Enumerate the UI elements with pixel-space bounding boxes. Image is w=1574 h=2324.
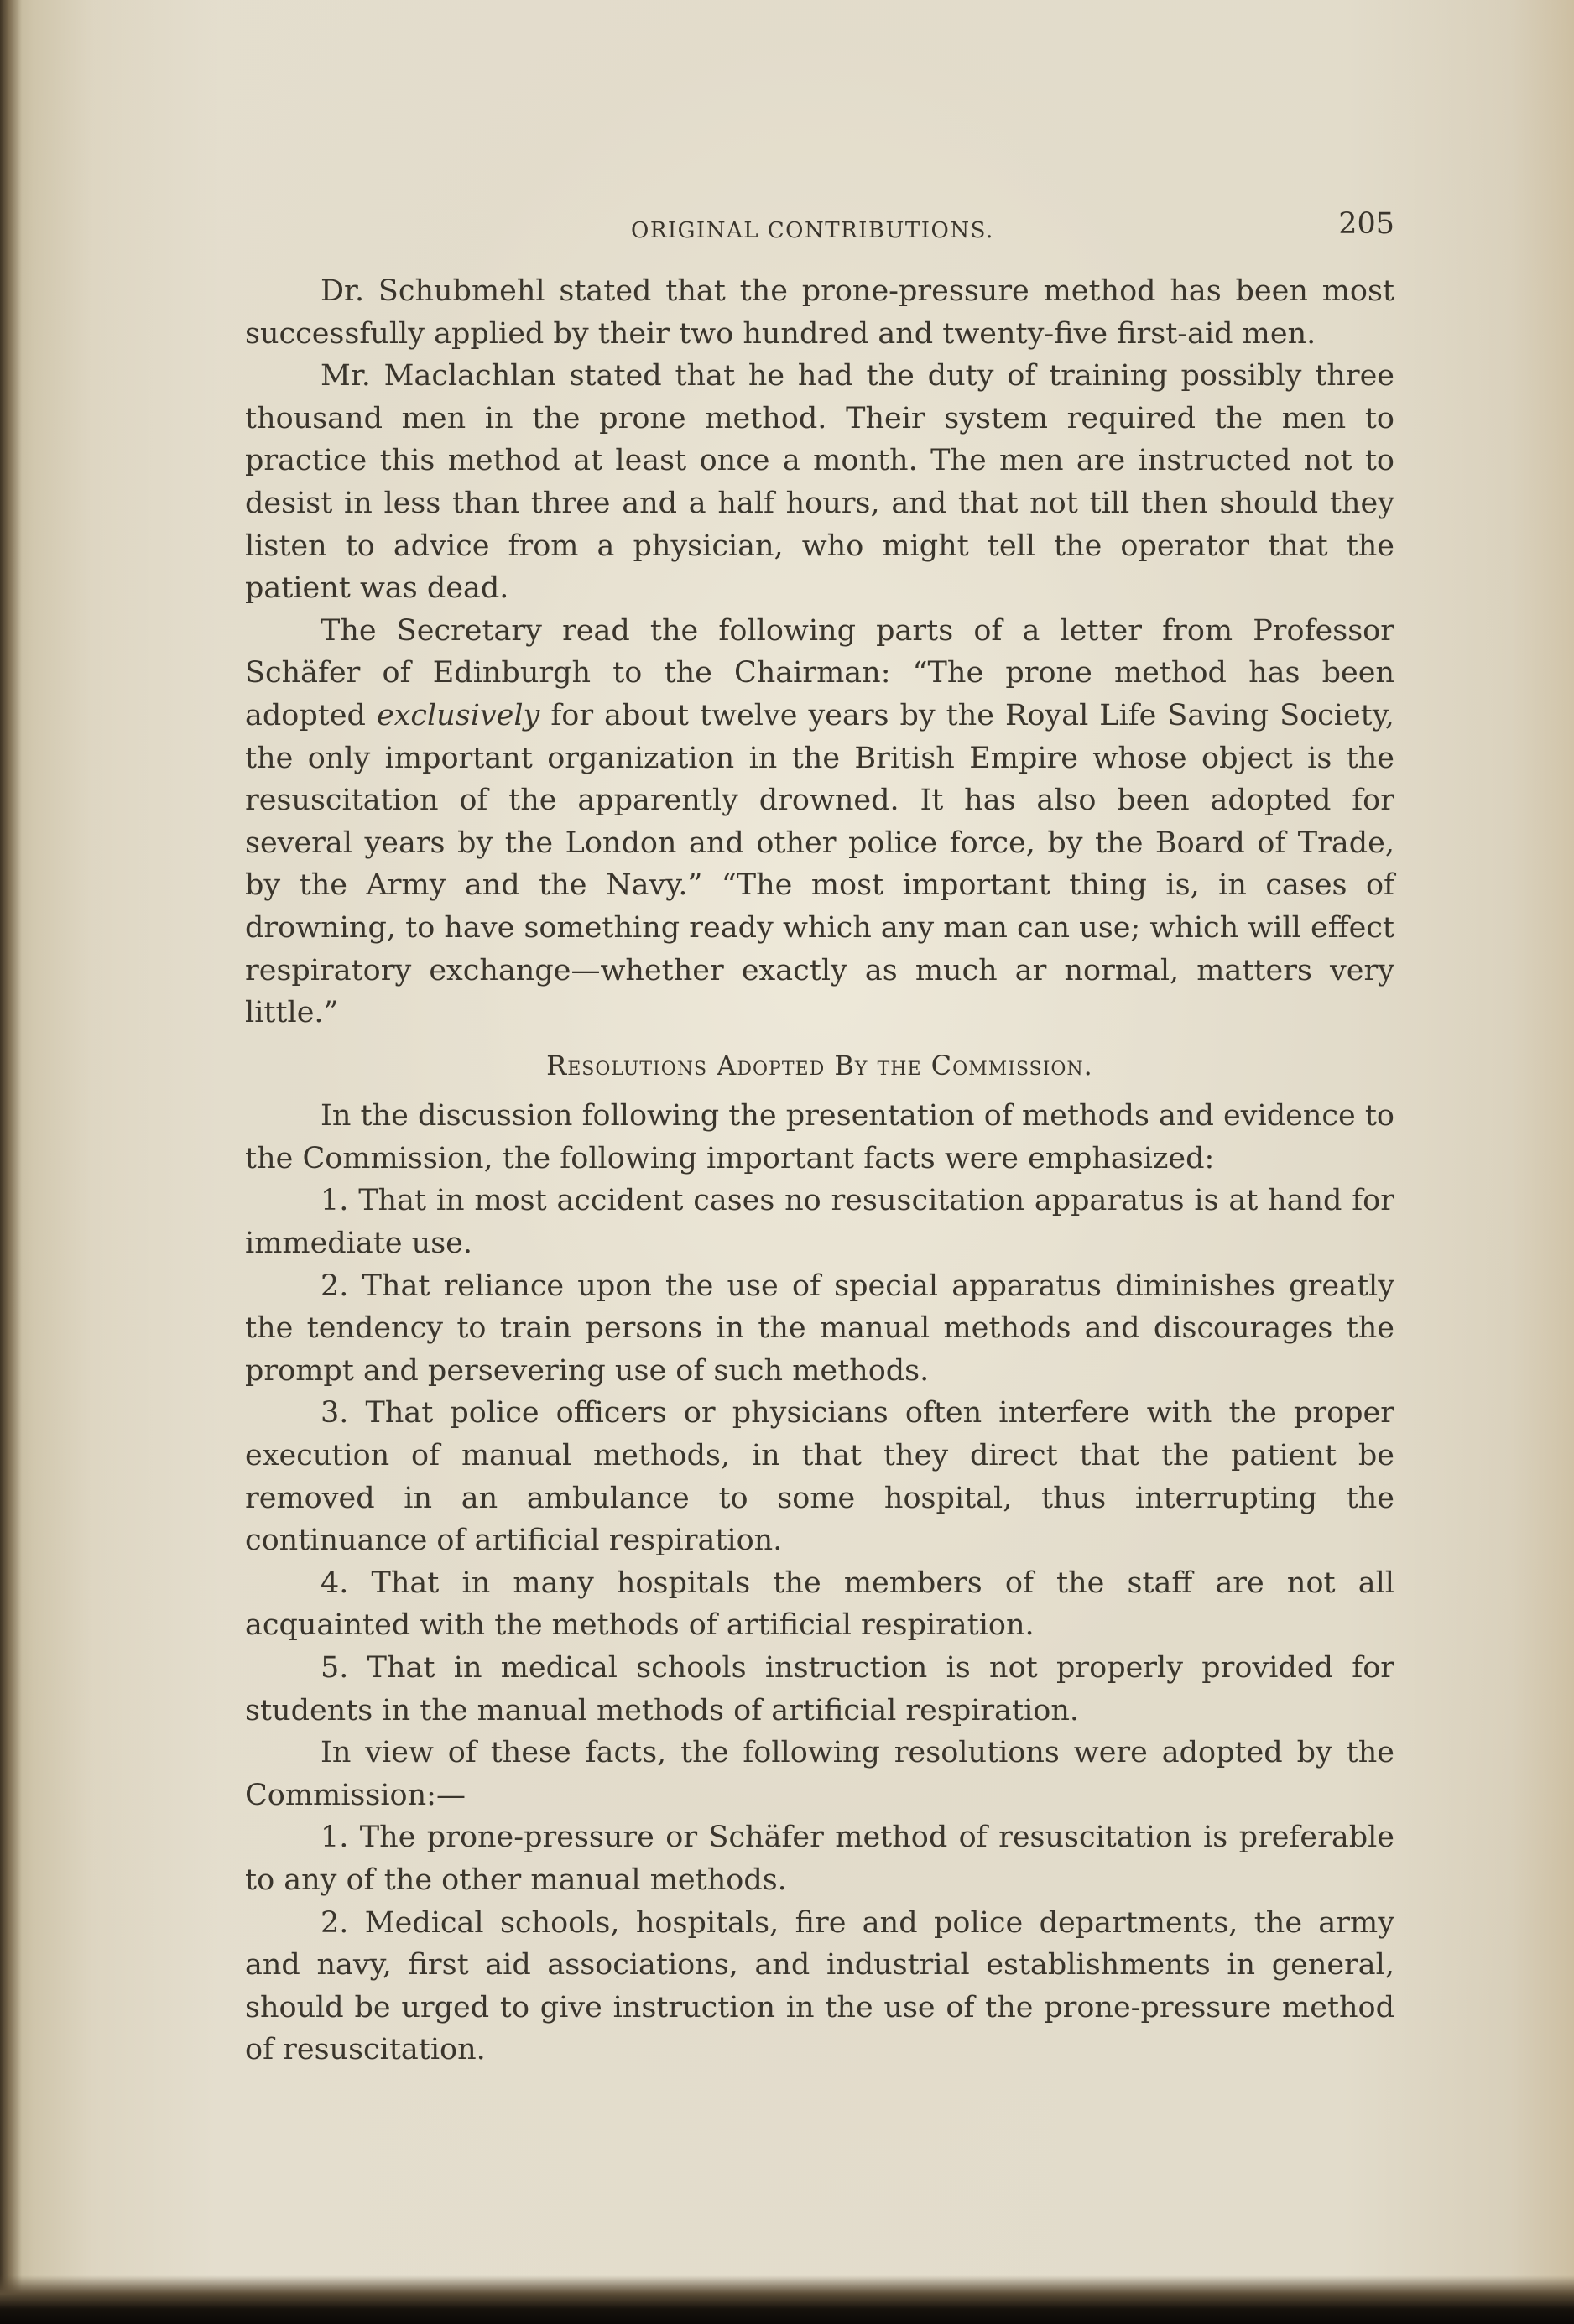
running-title: ORIGINAL CONTRIBUTIONS. — [631, 218, 994, 243]
page-number: 205 — [1338, 207, 1394, 241]
resolution-item: 1. The prone-pressure or Schäfer method of resuscitation is preferable to any of the other manual methods. — [245, 1821, 1394, 1897]
resolutions-intro: In view of these facts, the following resolutions were adopted by the Commission:— — [245, 1736, 1394, 1812]
paragraph-schafer-letter — [245, 610, 1394, 1034]
paragraph-maclachlan: Mr. Maclachlan stated that he had the duty of training possibly three thousand men in the prone method. Their system required the men to practice this method at least once a month. The men are instructed not to desist in less than three and a half hours, and that not till then should they listen to advice from a physician, who might tell the operator that the patient was dead. — [245, 359, 1394, 606]
paragraph-schubmehl: Dr. Schubmehl stated that the prone-pressure method has been most successfully applied by their two hundred and twenty-five first-aid men. — [245, 274, 1394, 351]
fact-item: 5. That in medical schools instruction is not properly provided for students in the manual methods of artificial respiration. — [245, 1651, 1394, 1727]
fact-item: 4. That in many hospitals the members of the staff are not all acquainted with the methods of artificial respiration. — [245, 1566, 1394, 1643]
running-head — [245, 195, 1394, 270]
letter-emphasis: exclusively — [376, 698, 540, 732]
facts-intro: In the discussion following the presentation of methods and evidence to the Commission, the following important facts were emphasized: — [245, 1099, 1394, 1175]
fact-item: 2. That reliance upon the use of special apparatus diminishes greatly the tendency to train persons in the manual methods and discourages the prompt and persevering use of such methods. — [245, 1269, 1394, 1388]
resolution-item: 2. Medical schools, hospitals, fire and police departments, the army and navy, first aid associations, and industrial establishments in general, should be urged to give instruction in the use of the prone-pressure method of resuscitation. — [245, 1905, 1394, 2067]
letter-text-before: The Secretary read the following parts of a letter from Professor Schäfer of Edinburgh to the Chairman: “The prone method has been adopted — [245, 613, 1394, 732]
section-heading: Resolutions Adopted By the Commission. — [546, 1049, 1093, 1081]
page-text — [245, 195, 1394, 2071]
spine-shadow — [0, 0, 22, 2324]
fact-item: 1. That in most accident cases no resuscitation apparatus is at hand for immediate use. — [245, 1184, 1394, 1261]
letter-text-after: for about twelve years by the Royal Life Saving Society, the only important organization in the British Empire whose object is the resuscitation of the apparently drowned. It has also been adopted for several years by the London and other police force, by the Board of Trade, by the Army and the Navy.” “The most important thing is, in cases of drowning, to have something ready which any man can use; which will effect respiratory exchange—whether exactly as much ar normal, matters very little.” — [245, 698, 1394, 1030]
page-bottom-edge — [0, 2275, 1574, 2324]
fact-item: 3. That police officers or physicians often interfere with the proper execution of manual methods, in that they direct that the patient be removed in an ambulance to some hospital, thus interrupting the continuance of artificial respiration. — [245, 1396, 1394, 1558]
